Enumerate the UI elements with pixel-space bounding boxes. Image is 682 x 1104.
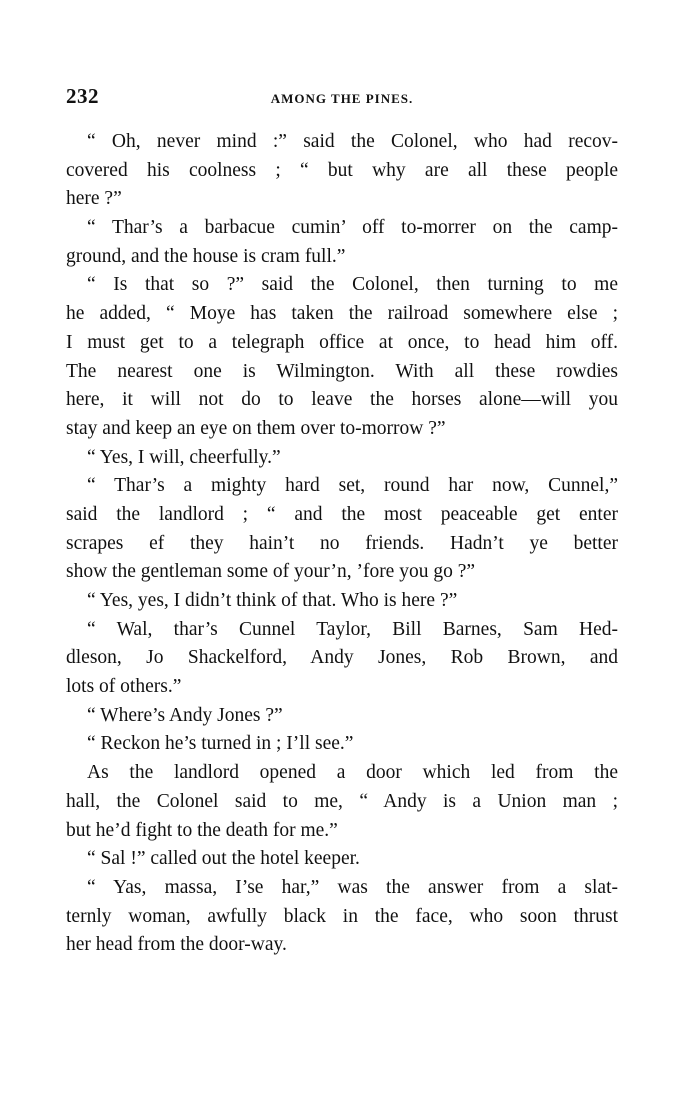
text-line: I must get to a telegraph office at once, to head him off. [66, 331, 618, 353]
text-line: said the landlord ; “ and the most peaceable get enter [66, 503, 618, 525]
text-line: stay and keep an eye on them over to-morrow ?” [66, 417, 446, 439]
text-line: ground, and the house is cram full.” [66, 245, 346, 267]
text-line: “ Reckon he’s turned in ; I’ll see.” [87, 733, 354, 755]
text-line: “ Yes, I will, cheerfully.” [87, 446, 281, 468]
text-line: show the gentleman some of your’n, ’fore you go ?” [66, 561, 476, 583]
text-line: “ Thar’s a mighty hard set, round har now, Cunnel,” [87, 475, 618, 497]
text-line: dleson, Jo Shackelford, Andy Jones, Rob Brown, and [66, 647, 618, 669]
text-line: lots of others.” [66, 676, 182, 698]
text-line: scrapes ef they hain’t no friends. Hadn’t ye better [66, 532, 618, 554]
text-line: “ Thar’s a barbacue cumin’ off to-morrer on the camp- [87, 217, 618, 239]
text-line: “ Wal, thar’s Cunnel Taylor, Bill Barnes, Sam Hed- [87, 618, 618, 640]
text-line: “ Oh, never mind :” said the Colonel, who had recov- [87, 131, 618, 152]
running-title: AMONG THE PINES. [270, 91, 414, 106]
text-line: he added, “ Moye has taken the railroad somewhere else ; [66, 303, 618, 325]
text-line: hall, the Colonel said to me, “ Andy is a Union man ; [66, 790, 618, 812]
text-line: “ Yes, yes, I didn’t think of that. Who is here ?” [87, 590, 458, 611]
text-line: here, it will not do to leave the horses alone—will you [66, 389, 618, 411]
running-head [66, 84, 618, 114]
text-line: but he’d fight to the death for me.” [66, 819, 338, 841]
book-page [66, 84, 618, 960]
body-text [66, 128, 618, 960]
text-line: ternly woman, awfully black in the face, who soon thrust [66, 905, 618, 927]
text-line: “ Is that so ?” said the Colonel, then turning to me [87, 274, 618, 296]
text-line: As the landlord opened a door which led from the [87, 762, 618, 784]
text-line: “ Sal !” called out the hotel keeper. [87, 848, 360, 870]
text-line: her head from the door-way. [66, 934, 287, 956]
text-line: here ?” [66, 188, 122, 210]
text-line: The nearest one is Wilmington. With all these rowdies [66, 360, 618, 382]
page-number: 232 [66, 84, 99, 108]
text-line: covered his coolness ; “ but why are all these people [66, 159, 618, 181]
text-line: “ Yas, massa, I’se har,” was the answer from a slat- [87, 876, 618, 898]
text-line: “ Where’s Andy Jones ?” [87, 704, 283, 726]
